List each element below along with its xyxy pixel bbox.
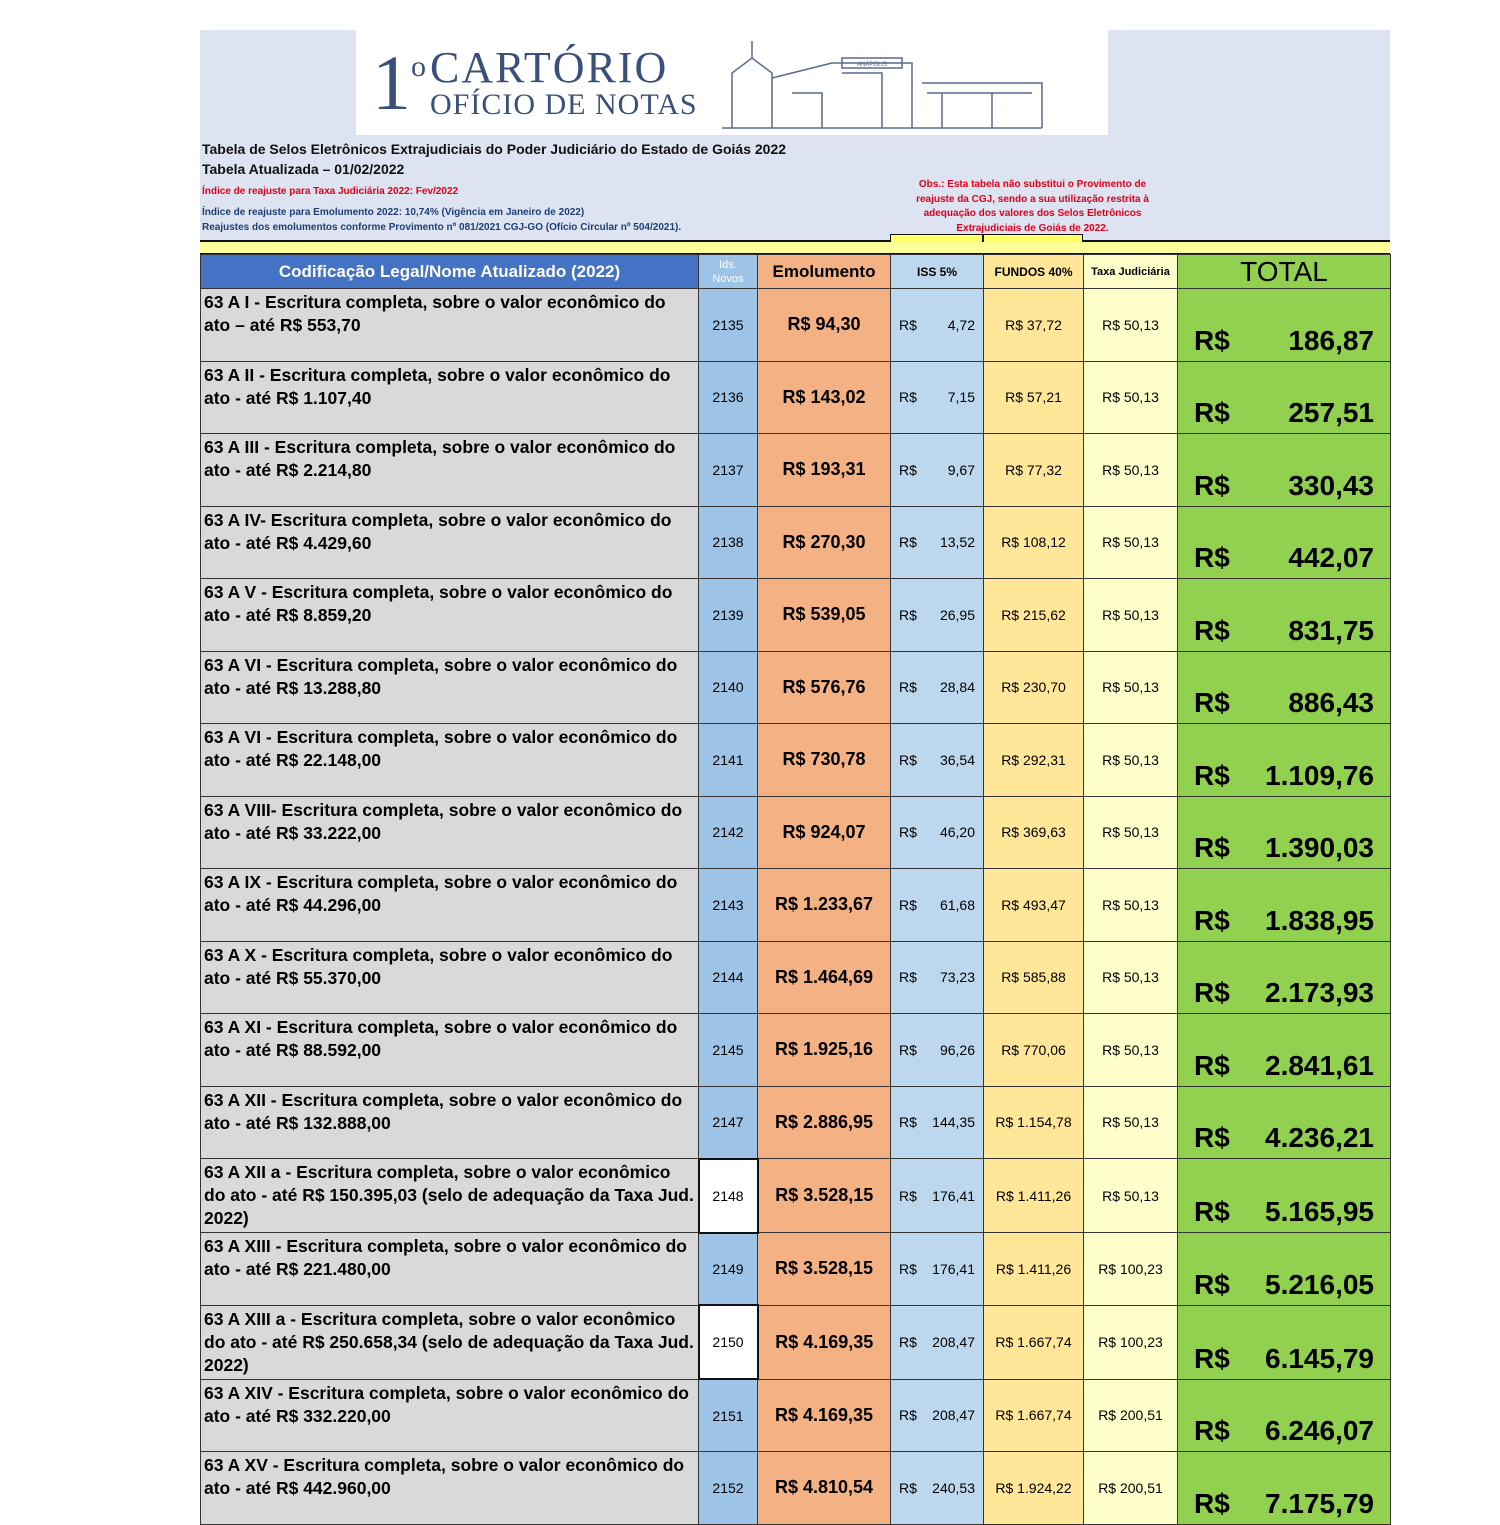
row-fundos: R$ 108,12 — [984, 506, 1084, 579]
row-fundos: R$ 770,06 — [984, 1014, 1084, 1087]
row-total: R$ 5.165,95 — [1178, 1159, 1391, 1233]
row-iss: R$ 240,53 — [891, 1452, 984, 1525]
table-row — [201, 1305, 1391, 1379]
row-emolumento: R$ 193,31 — [758, 434, 891, 507]
row-description: 63 A X - Escritura completa, sobre o valor econômico do ato - até R$ 55.370,00 — [201, 941, 699, 1014]
building-sketch-icon — [712, 33, 1052, 133]
row-iss: R$ 61,68 — [891, 869, 984, 942]
row-total: R$ 831,75 — [1178, 579, 1391, 652]
row-id: 2147 — [699, 1086, 758, 1159]
row-iss: R$ 176,41 — [891, 1159, 984, 1233]
row-iss: R$ 36,54 — [891, 724, 984, 797]
row-description: 63 A XIV - Escritura completa, sobre o valor econômico do ato - até R$ 332.220,00 — [201, 1379, 699, 1452]
row-fundos: R$ 77,32 — [984, 434, 1084, 507]
row-iss: R$ 26,95 — [891, 579, 984, 652]
table-row — [201, 1379, 1391, 1452]
row-id: 2152 — [699, 1452, 758, 1525]
table-row — [201, 941, 1391, 1014]
row-total: R$ 4.236,21 — [1178, 1086, 1391, 1159]
row-id: 2150 — [699, 1305, 758, 1379]
row-fundos: R$ 1.924,22 — [984, 1452, 1084, 1525]
row-taxa: R$ 50,13 — [1084, 579, 1178, 652]
row-id: 2142 — [699, 796, 758, 869]
row-fundos: R$ 585,88 — [984, 941, 1084, 1014]
row-emolumento: R$ 94,30 — [758, 289, 891, 362]
row-iss: R$ 176,41 — [891, 1233, 984, 1306]
row-total: R$ 257,51 — [1178, 361, 1391, 434]
col-header-emol: Emolumento — [758, 255, 891, 289]
row-emolumento: R$ 3.528,15 — [758, 1159, 891, 1233]
table-row — [201, 1452, 1391, 1525]
provimento-note: Reajustes dos emolumentos conforme Provimento nº 081/2021 CGJ-GO (Ofício Circular nº 504/2021). — [202, 222, 682, 233]
row-fundos: R$ 230,70 — [984, 651, 1084, 724]
table-row — [201, 361, 1391, 434]
row-description: 63 A VIII- Escritura completa, sobre o valor econômico do ato - até R$ 33.222,00 — [201, 796, 699, 869]
row-iss: R$ 208,47 — [891, 1305, 984, 1379]
row-description: 63 A II - Escritura completa, sobre o valor econômico do ato - até R$ 1.107,40 — [201, 361, 699, 434]
row-total: R$ 1.838,95 — [1178, 869, 1391, 942]
table-row — [201, 651, 1391, 724]
fee-table — [200, 254, 1391, 1525]
row-taxa: R$ 50,13 — [1084, 1159, 1178, 1233]
table-row — [201, 1159, 1391, 1233]
row-emolumento: R$ 2.886,95 — [758, 1086, 891, 1159]
row-total: R$ 2.841,61 — [1178, 1014, 1391, 1087]
fee-table-page — [200, 30, 1390, 1525]
row-fundos: R$ 369,63 — [984, 796, 1084, 869]
col-header-total: TOTAL — [1178, 255, 1391, 289]
row-emolumento: R$ 539,05 — [758, 579, 891, 652]
row-description: 63 A XII a - Escritura completa, sobre o valor econômico do ato - até R$ 150.395,03 (selo de adequação da Taxa Jud. 2022) — [201, 1159, 699, 1233]
row-taxa: R$ 50,13 — [1084, 361, 1178, 434]
updated-date: Tabela Atualizada – 01/02/2022 — [202, 161, 405, 177]
table-title: Tabela de Selos Eletrônicos Extrajudiciais do Poder Judiciário do Estado de Goiás 2022 — [202, 141, 787, 157]
row-iss: R$ 9,67 — [891, 434, 984, 507]
table-row — [201, 506, 1391, 579]
row-total: R$ 1.390,03 — [1178, 796, 1391, 869]
row-total: R$ 886,43 — [1178, 651, 1391, 724]
row-emolumento: R$ 4.810,54 — [758, 1452, 891, 1525]
row-id: 2138 — [699, 506, 758, 579]
table-row — [201, 434, 1391, 507]
row-description: 63 A XIII a - Escritura completa, sobre o valor econômico do ato - até R$ 250.658,34 (selo de adequação da Taxa Jud. 2022) — [201, 1305, 699, 1379]
row-taxa: R$ 50,13 — [1084, 941, 1178, 1014]
row-total: R$ 186,87 — [1178, 289, 1391, 362]
yellow-strip — [200, 240, 1390, 254]
col-header-ids: Ids. Novos — [699, 255, 758, 289]
row-description: 63 A III - Escritura completa, sobre o valor econômico do ato - até R$ 2.214,80 — [201, 434, 699, 507]
cartorio-logo: 1$^o$ CARTÓRIO OFÍCIO DE NOTAS ANÁPOLIS — [356, 30, 1108, 135]
row-id: 2144 — [699, 941, 758, 1014]
row-total: R$ 6.246,07 — [1178, 1379, 1391, 1452]
row-taxa: R$ 100,23 — [1084, 1305, 1178, 1379]
row-fundos: R$ 215,62 — [984, 579, 1084, 652]
table-row — [201, 579, 1391, 652]
row-description: 63 A XII - Escritura completa, sobre o valor econômico do ato - até R$ 132.888,00 — [201, 1086, 699, 1159]
row-iss: R$ 28,84 — [891, 651, 984, 724]
col-header-fundos: FUNDOS 40% — [984, 255, 1084, 289]
row-id: 2139 — [699, 579, 758, 652]
yellow-marker — [983, 234, 1083, 242]
row-id: 2145 — [699, 1014, 758, 1087]
row-fundos: R$ 1.411,26 — [984, 1233, 1084, 1306]
row-fundos: R$ 1.667,74 — [984, 1305, 1084, 1379]
row-emolumento: R$ 3.528,15 — [758, 1233, 891, 1306]
row-emolumento: R$ 576,76 — [758, 651, 891, 724]
table-row — [201, 289, 1391, 362]
row-taxa: R$ 50,13 — [1084, 1014, 1178, 1087]
col-header-iss: ISS 5% — [891, 255, 984, 289]
svg-text:ANÁPOLIS: ANÁPOLIS — [856, 61, 887, 68]
yellow-marker — [890, 234, 983, 242]
table-row — [201, 1014, 1391, 1087]
row-total: R$ 6.145,79 — [1178, 1305, 1391, 1379]
row-description: 63 A I - Escritura completa, sobre o valor econômico do ato – até R$ 553,70 — [201, 289, 699, 362]
row-taxa: R$ 200,51 — [1084, 1452, 1178, 1525]
table-row — [201, 1086, 1391, 1159]
row-description: 63 A XIII - Escritura completa, sobre o valor econômico do ato - até R$ 221.480,00 — [201, 1233, 699, 1306]
row-id: 2136 — [699, 361, 758, 434]
row-emolumento: R$ 4.169,35 — [758, 1379, 891, 1452]
row-description: 63 A VI - Escritura completa, sobre o valor econômico do ato - até R$ 13.288,80 — [201, 651, 699, 724]
row-total: R$ 7.175,79 — [1178, 1452, 1391, 1525]
row-id: 2135 — [699, 289, 758, 362]
row-total: R$ 330,43 — [1178, 434, 1391, 507]
row-emolumento: R$ 1.464,69 — [758, 941, 891, 1014]
row-fundos: R$ 57,21 — [984, 361, 1084, 434]
row-description: 63 A XI - Escritura completa, sobre o valor econômico do ato - até R$ 88.592,00 — [201, 1014, 699, 1087]
row-fundos: R$ 493,47 — [984, 869, 1084, 942]
row-taxa: R$ 50,13 — [1084, 869, 1178, 942]
row-iss: R$ 208,47 — [891, 1379, 984, 1452]
table-row — [201, 869, 1391, 942]
row-fundos: R$ 1.667,74 — [984, 1379, 1084, 1452]
row-fundos: R$ 292,31 — [984, 724, 1084, 797]
row-iss: R$ 46,20 — [891, 796, 984, 869]
row-description: 63 A V - Escritura completa, sobre o valor econômico do ato - até R$ 8.859,20 — [201, 579, 699, 652]
row-fundos: R$ 1.154,78 — [984, 1086, 1084, 1159]
row-emolumento: R$ 1.925,16 — [758, 1014, 891, 1087]
row-taxa: R$ 50,13 — [1084, 724, 1178, 797]
table-row — [201, 796, 1391, 869]
obs-note: Obs.: Esta tabela não substitui o Provimento de reajuste da CGJ, sendo a sua utilização restrita à adequação dos valores dos Selos Eletrônicos Extrajudiciais de Goiás de 2022. — [916, 179, 1149, 234]
table-row — [201, 724, 1391, 797]
row-iss: R$ 144,35 — [891, 1086, 984, 1159]
col-header-desc: Codificação Legal/Nome Atualizado (2022) — [201, 255, 699, 289]
row-description: 63 A IV- Escritura completa, sobre o valor econômico do ato - até R$ 4.429,60 — [201, 506, 699, 579]
row-id: 2141 — [699, 724, 758, 797]
row-id: 2148 — [699, 1159, 758, 1233]
col-header-taxa: Taxa Judiciária — [1084, 255, 1178, 289]
row-total: R$ 442,07 — [1178, 506, 1391, 579]
emol-index-note: Índice de reajuste para Emolumento 2022: 10,74% (Vigência em Janeiro de 2022) — [202, 207, 585, 218]
row-description: 63 A VI - Escritura completa, sobre o valor econômico do ato - até R$ 22.148,00 — [201, 724, 699, 797]
row-id: 2143 — [699, 869, 758, 942]
row-taxa: R$ 100,23 — [1084, 1233, 1178, 1306]
row-emolumento: R$ 1.233,67 — [758, 869, 891, 942]
row-emolumento: R$ 270,30 — [758, 506, 891, 579]
row-emolumento: R$ 730,78 — [758, 724, 891, 797]
table-row — [201, 1233, 1391, 1306]
row-id: 2140 — [699, 651, 758, 724]
row-taxa: R$ 50,13 — [1084, 506, 1178, 579]
row-id: 2137 — [699, 434, 758, 507]
row-taxa: R$ 50,13 — [1084, 434, 1178, 507]
row-iss: R$ 73,23 — [891, 941, 984, 1014]
row-taxa: R$ 50,13 — [1084, 1086, 1178, 1159]
row-iss: R$ 4,72 — [891, 289, 984, 362]
row-emolumento: R$ 143,02 — [758, 361, 891, 434]
row-emolumento: R$ 4.169,35 — [758, 1305, 891, 1379]
row-taxa: R$ 50,13 — [1084, 289, 1178, 362]
row-iss: R$ 13,52 — [891, 506, 984, 579]
row-description: 63 A IX - Escritura completa, sobre o valor econômico do ato - até R$ 44.296,00 — [201, 869, 699, 942]
row-iss: R$ 7,15 — [891, 361, 984, 434]
row-taxa: R$ 50,13 — [1084, 651, 1178, 724]
header-area — [200, 30, 1390, 240]
row-iss: R$ 96,26 — [891, 1014, 984, 1087]
row-total: R$ 5.216,05 — [1178, 1233, 1391, 1306]
row-fundos: R$ 37,72 — [984, 289, 1084, 362]
row-total: R$ 2.173,93 — [1178, 941, 1391, 1014]
row-fundos: R$ 1.411,26 — [984, 1159, 1084, 1233]
row-emolumento: R$ 924,07 — [758, 796, 891, 869]
taxa-index-note: Índice de reajuste para Taxa Judiciária 2022: Fev/2022 — [202, 186, 459, 197]
row-description: 63 A XV - Escritura completa, sobre o valor econômico do ato - até R$ 442.960,00 — [201, 1452, 699, 1525]
row-taxa: R$ 50,13 — [1084, 796, 1178, 869]
row-taxa: R$ 200,51 — [1084, 1379, 1178, 1452]
row-id: 2149 — [699, 1233, 758, 1306]
row-id: 2151 — [699, 1379, 758, 1452]
row-total: R$ 1.109,76 — [1178, 724, 1391, 797]
